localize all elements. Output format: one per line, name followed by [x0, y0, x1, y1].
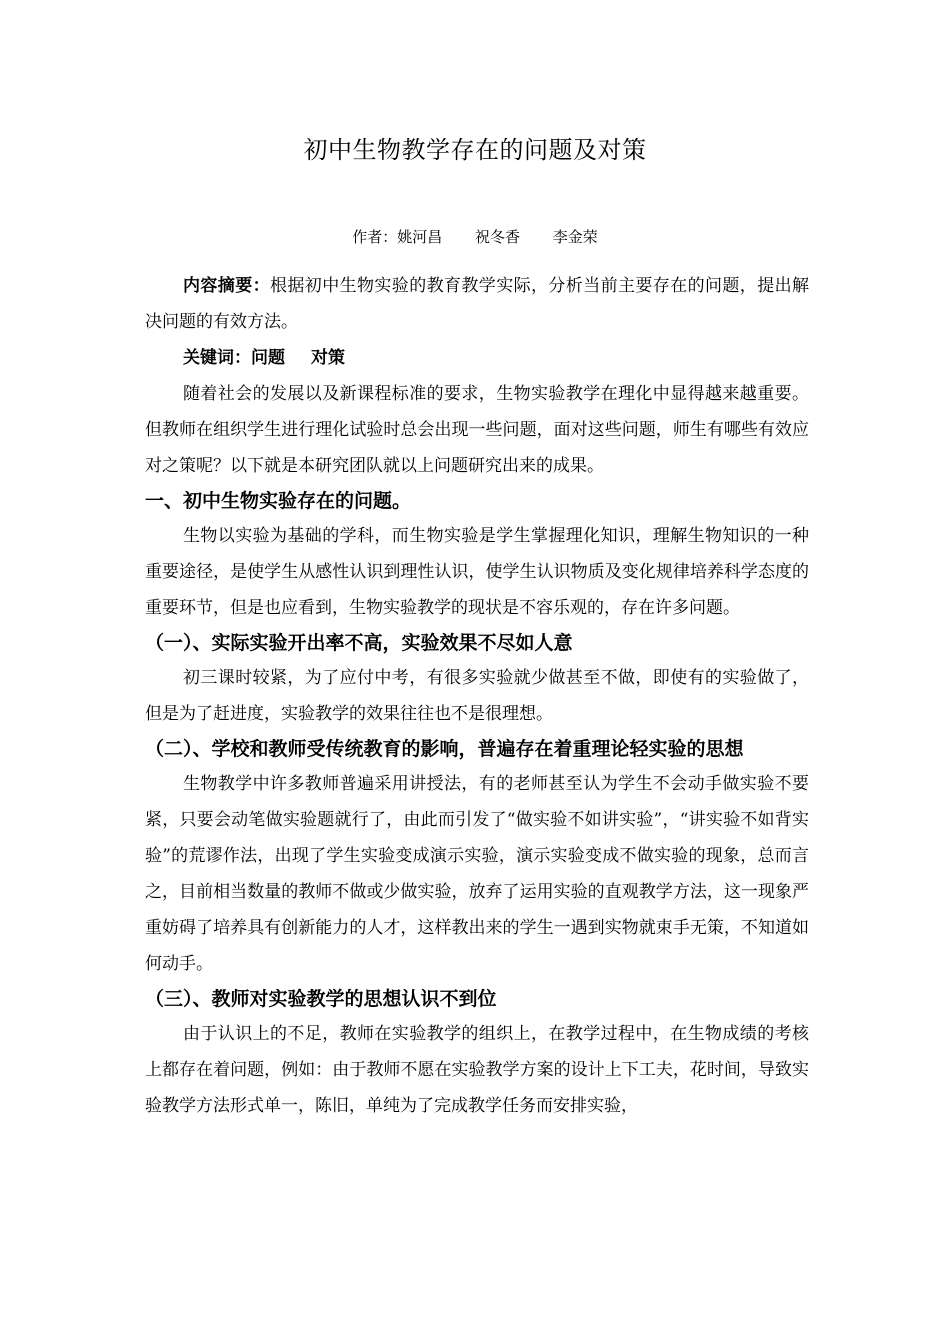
subsection-2-paragraph: 生物教学中许多教师普遍采用讲授法，有的老师甚至认为学生不会动手做实验不要紧，只要会动笔做实验题就行了，由此而引发了“做实验不如讲实验”，“讲实验不如背实验”的荒谬作法，出现了学生实验变成演示实验，演示实验变成不做实验的现象，总而言之，目前相当数量的教师不做或少做实验，放弃了运用实验的直观教学方法，这一现象严重妨碍了培养具有创新能力的人才，这样教出来的学生一遇到实物就束手无策，不知道如何动手。 — [145, 774, 809, 974]
author-name-3: 李金荣 — [552, 228, 598, 246]
intro-paragraph: 随着社会的发展以及新课程标准的要求，生物实验教学在理化中显得越来越重要。但教师在组织学生进行理化试验时总会出现一些问题，面对这些问题，师生有哪些有效应对之策呢？以下就是本研究团队就以上问题研究出来的成果。 — [145, 384, 809, 476]
keyword-2: 对策 — [311, 348, 345, 368]
author-line — [0, 226, 950, 248]
document-body — [145, 268, 809, 1124]
keywords-line — [145, 340, 809, 376]
subsection-2-heading: （二）、学校和教师受传统教育的影响，普遍存在着重理论轻实验的思想 — [145, 738, 744, 760]
abstract-label: 内容摘要： — [183, 276, 270, 296]
keyword-1: 问题 — [251, 348, 285, 368]
document-title: 初中生物教学存在的问题及对策 — [303, 136, 647, 164]
author-label-and-first — [352, 228, 442, 246]
abstract-text: 根据初中生物实验的教育教学实际，分析当前主要存在的问题，提出解决问题的有效方法。 — [145, 276, 809, 332]
section-1-paragraph: 生物以实验为基础的学科，而生物实验是学生掌握理化知识，理解生物知识的一种重要途径，是使学生从感性认识到理性认识，使学生认识物质及变化规律培养科学态度的重要环节，但是也应看到，生物实验教学的现状是不容乐观的，存在许多问题。 — [145, 526, 809, 618]
author-label: 作者： — [352, 228, 398, 246]
keywords-label: 关键词： — [183, 348, 251, 368]
section-1-heading: 一、初中生物实验存在的问题。 — [145, 490, 412, 512]
author-name-2: 祝冬香 — [475, 228, 521, 246]
abstract-paragraph — [145, 268, 809, 340]
author-name-1: 姚河昌 — [397, 228, 443, 246]
subsection-3-heading: （三）、教师对实验教学的思想认识不到位 — [145, 988, 497, 1010]
subsection-1-paragraph: 初三课时较紧，为了应付中考，有很多实验就少做甚至不做，即使有的实验做了，但是为了赶进度，实验教学的效果往往也不是很理想。 — [145, 668, 809, 724]
subsection-1-heading: （一）、实际实验开出率不高，实验效果不尽如人意 — [145, 632, 573, 654]
subsection-3-paragraph: 由于认识上的不足，教师在实验教学的组织上，在教学过程中，在生物成绩的考核上都存在着问题，例如：由于教师不愿在实验教学方案的设计上下工夫，花时间，导致实验教学方法形式单一，陈旧，单纯为了完成教学任务而安排实验， — [145, 1024, 809, 1116]
